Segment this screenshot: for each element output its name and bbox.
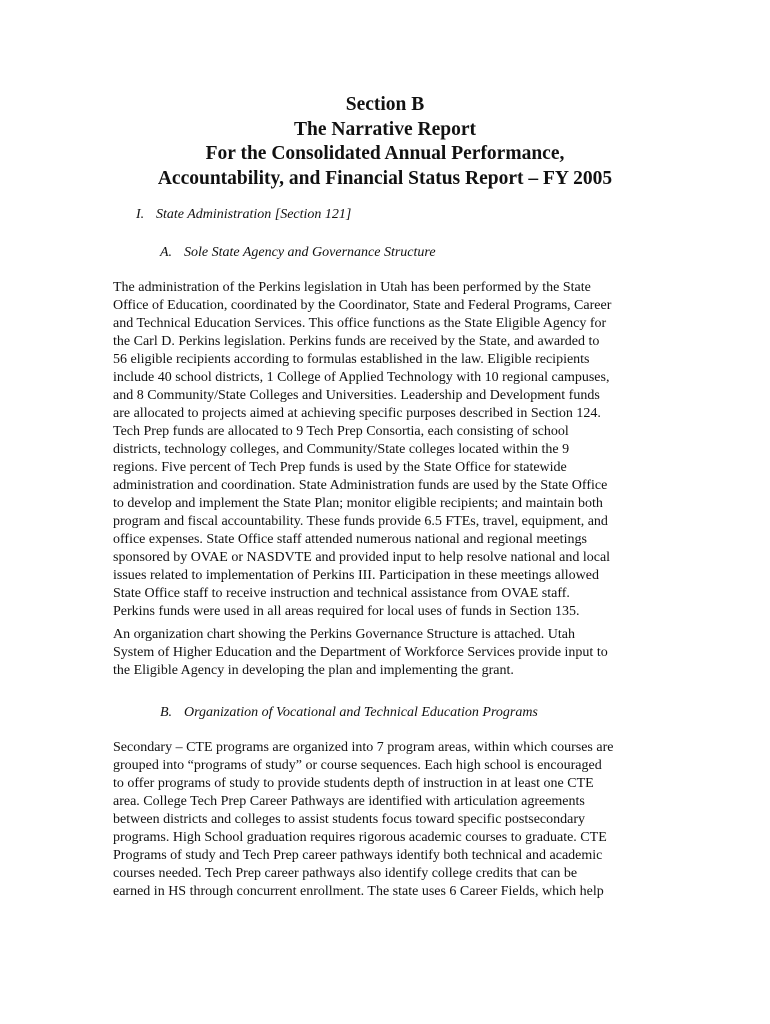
text-line: include 40 school districts, 1 College of Applied Technology with 10 regional campuses, — [113, 370, 610, 385]
text-line: office expenses. State Office staff attended numerous national and regional meetings — [113, 532, 587, 547]
section-heading-state-administration — [136, 206, 351, 224]
text-line: the Eligible Agency in developing the plan and implementing the grant. — [113, 663, 514, 678]
text-line: to develop and implement the State Plan; monitor eligible recipients; and maintain both — [113, 496, 603, 511]
text-line: Perkins funds were used in all areas required for local uses of funds in Section 135. — [113, 604, 580, 619]
text-line: the Carl D. Perkins legislation. Perkins funds are received by the State, and awarded to — [113, 334, 600, 349]
subsection-marker: B. — [160, 705, 173, 720]
subsection-heading-governance — [160, 244, 436, 262]
text-line: 56 eligible recipients according to formulas established in the law. Eligible recipients — [113, 352, 590, 367]
title-line-section: Section B — [345, 94, 425, 115]
text-line: System of Higher Education and the Department of Workforce Services provide input to — [113, 645, 608, 660]
text-line: Programs of study and Tech Prep career pathways identify both technical and academic — [113, 848, 603, 863]
text-line: between districts and colleges to assist students focus toward specific postsecondary — [113, 812, 585, 827]
text-line: and 8 Community/State Colleges and Universities. Leadership and Development funds — [113, 388, 600, 403]
title-line-narrative: The Narrative Report — [294, 118, 476, 140]
text-line: and Technical Education Services. This office functions as the State Eligible Agency for — [113, 316, 607, 331]
text-line: grouped into “programs of study” or course sequences. Each high school is encouraged — [113, 758, 602, 773]
paragraph-organization-chart — [113, 626, 673, 680]
text-line: issues related to implementation of Perkins III. Participation in these meetings allowed — [113, 568, 599, 583]
text-line: courses needed. Tech Prep career pathways also identify college credits that can be — [113, 866, 578, 881]
subsection-heading-organization — [160, 704, 538, 722]
text-line: Office of Education, coordinated by the Coordinator, State and Federal Programs, Career — [113, 298, 612, 313]
subsection-marker: A. — [160, 245, 173, 260]
report-title — [0, 93, 770, 191]
section-label: State Administration [Section 121] — [156, 207, 352, 222]
section-marker: I. — [136, 207, 145, 222]
title-line-accountability: Accountability, and Financial Status Report – FY 2005 — [157, 167, 613, 189]
text-line: to offer programs of study to provide students depth of instruction in at least one CTE — [113, 776, 594, 791]
subsection-label: Sole State Agency and Governance Structure — [184, 245, 436, 260]
text-line: earned in HS through concurrent enrollment. The state uses 6 Career Fields, which help — [113, 884, 604, 899]
title-line-consolidated: For the Consolidated Annual Performance, — [205, 143, 565, 164]
text-line: area. College Tech Prep Career Pathways are identified with articulation agreements — [113, 794, 585, 809]
text-line: The administration of the Perkins legislation in Utah has been performed by the State — [113, 280, 591, 295]
text-line: program and fiscal accountability. These funds provide 6.5 FTEs, travel, equipment, and — [113, 514, 608, 529]
text-line: sponsored by OVAE or NASDVTE and provided input to help resolve national and local — [113, 550, 611, 565]
subsection-label: Organization of Vocational and Technical Education Programs — [184, 705, 538, 720]
text-line: Secondary – CTE programs are organized into 7 program areas, within which courses are — [113, 740, 614, 755]
text-line: programs. High School graduation requires rigorous academic courses to graduate. CTE — [113, 830, 607, 845]
text-line: State Office staff to receive instruction and technical assistance from OVAE staff. — [113, 586, 570, 601]
paragraph-secondary-programs — [113, 739, 673, 901]
text-line: regions. Five percent of Tech Prep funds is used by the State Office for statewide — [113, 460, 567, 475]
text-line: districts, technology colleges, and Community/State colleges located within the 9 — [113, 442, 570, 457]
text-line: administration and coordination. State Administration funds are used by the State Office — [113, 478, 608, 493]
text-line: An organization chart showing the Perkins Governance Structure is attached. Utah — [113, 627, 575, 642]
text-line: Tech Prep funds are allocated to 9 Tech Prep Consortia, each consisting of school — [113, 424, 569, 439]
paragraph-administration — [113, 279, 673, 621]
text-line: are allocated to projects aimed at achieving specific purposes described in Section 124. — [113, 406, 601, 421]
